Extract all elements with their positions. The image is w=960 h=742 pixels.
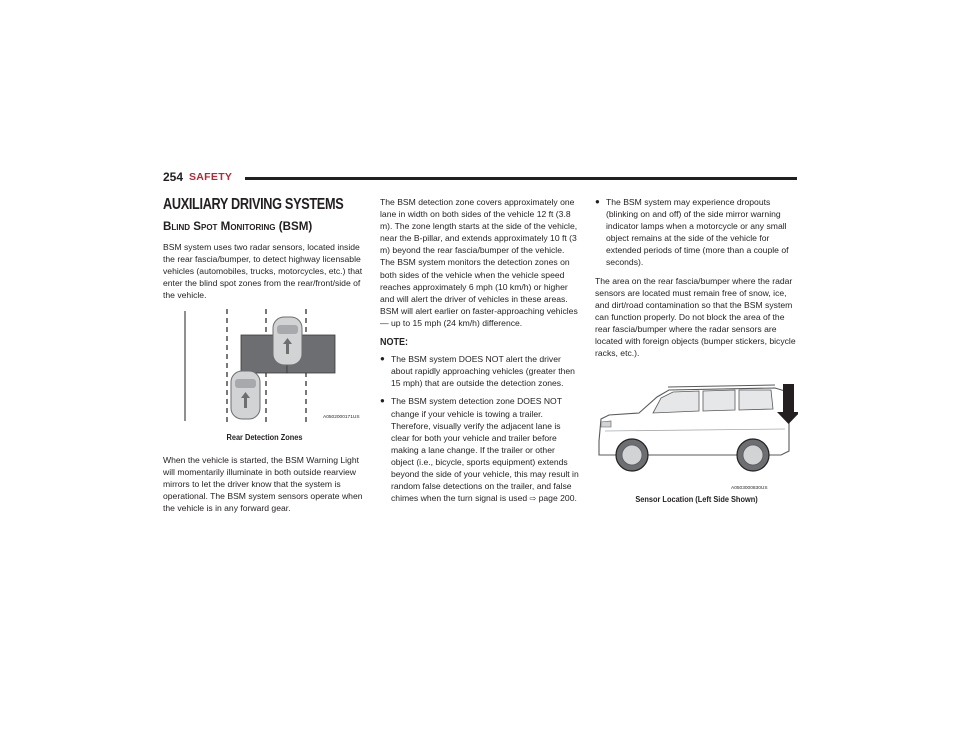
column-1 (163, 196, 366, 522)
column-2 (380, 196, 580, 511)
sensor-location-figure (595, 379, 798, 493)
column-3 (595, 196, 798, 515)
host-vehicle (273, 317, 302, 365)
intro-paragraph: BSM system uses two radar sensors, located inside the rear fascia/bumper, to detect highway licensable vehicles (automobiles, trucks, motorcycles, etc.) that enter the blind spot zones from the rear/front/side of the vehicle. (163, 242, 363, 301)
page-heading: AUXILIARY DRIVING SYSTEMS (163, 196, 344, 213)
figure-code: A0502000171US (323, 415, 360, 421)
page-reference-arrow-icon: ⇨ (529, 494, 537, 504)
detection-zone-paragraph: The BSM detection zone covers approximately one lane in width on both sides of the vehicle 12 ft (3.8 m). The zone length starts at the side of the vehicle, near the B-pillar, and extends approximately 10 ft (3 m) beyond the rear fascia/bumper of the vehicle. The BSM system monitors the detection zones on both sides of the vehicle when the vehicle speed reaches approximately 6 mph (10 km/h) or higher and will alert the driver of vehicles in these areas. BSM will alert earlier on faster-approaching vehicles — up to 15 mph (24 km/h) difference. (380, 197, 578, 328)
adjacent-vehicle (231, 371, 260, 419)
operation-paragraph: When the vehicle is started, the BSM Warning Light will momentarily illuminate in both outside rearview mirrors to let the driver know that the system is operational. The BSM system sensors operate when the vehicle is in any forward gear. (163, 454, 363, 513)
column-3-bullets (595, 196, 798, 269)
page-header (163, 170, 797, 186)
suv-vehicle (599, 385, 789, 471)
list-item: ● The BSM system DOES NOT alert the driver about rapidly approaching vehicles (greater then 15 mph) that are outside the detection zones. (380, 353, 580, 389)
page-number: 254 (163, 170, 184, 184)
note-label: NOTE: (380, 337, 408, 349)
figure-caption: Sensor Location (Left Side Shown) (635, 494, 758, 505)
figure-caption: Rear Detection Zones (226, 432, 303, 443)
section-subheading: Blind Spot Monitoring (BSM) (163, 220, 313, 233)
header-rule (245, 177, 797, 180)
list-item-text: The BSM system detection zone DOES NOT change if your vehicle is towing a trailer. Therefore, visually verify the adjacent lane is clear for both your vehicle and trailer before making a lane change. If the trailer or other object (i.e., bicycle, sports equipment) extends beyond the side of your vehicle, this may result in random false detections on the trailer, and false chimes when the turn signal is used (391, 396, 579, 504)
section-title: SAFETY (189, 171, 233, 183)
list-item (380, 395, 580, 505)
sensor-area-paragraph: The area on the rear fascia/bumper where the radar sensors are located must remain free of snow, ice, and dirt/road contamination so that the BSM system can function properly. Do not block the area of the rear fascia/bumper where the radar sensors are located with foreign objects (bumper stickers, bicycle racks, etc.). (595, 275, 796, 359)
rear-detection-zones-figure (163, 309, 363, 427)
list-item: ● The BSM system may experience dropouts (blinking on and off) of the side mirror warning indicator lamps when a motorcycle or any small object remains at the side of the vehicle for extended periods of time (more than a couple of seconds). (595, 196, 798, 269)
note-bullets (380, 353, 580, 505)
figure-code: A0503000830US (731, 486, 768, 492)
page-reference-link[interactable]: page 200. (538, 493, 577, 504)
